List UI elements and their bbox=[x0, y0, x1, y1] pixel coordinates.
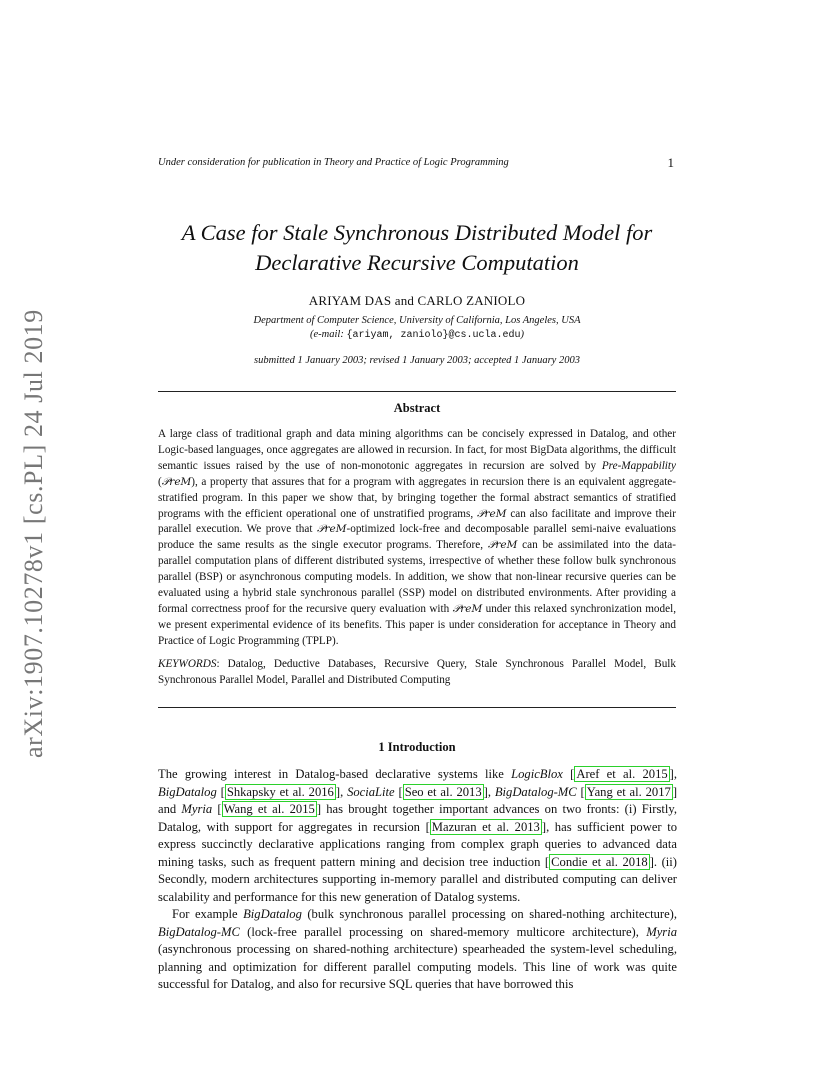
abstract-text: A large class of traditional graph and data mining algorithms can be concisely expressed in Datalog, and other Logic-based languages, once aggregates are allowed in recursion. In fact, for most BigData algorithms, the difficult semantic issues raised by the use of non-monotonic aggregates in recursion are solved by Pre-Mappability (𝒫reM), a property that assures that for a program with aggregates in recursion there is an equivalent aggregate-stratified program. In this paper we show that, by bringing together the formal abstract semantics of stratified programs with the efficient operational one of unstratified programs, 𝒫reM can also facilitate and improve their parallel execution. We prove that 𝒫reM-optimized lock-free and decomposable parallel semi-naive evaluations produce the same results as the single executor programs. Therefore, 𝒫reM can be assimilated into the data-parallel computation plans of different distributed systems, irrespective of whether these follow bulk synchronous parallel (BSP) or asynchronous computing models. In addition, we show that non-linear recursive queries can be evaluated using a hybrid stale synchronous parallel (SSP) model on distributed environments. After providing a formal correctness proof for the recursive query evaluation with 𝒫reM under this relaxed synchronization model, we present experimental evidence of its benefits. This paper is under consideration for acceptance in Theory and Practice of Logic Programming (TPLP). bbox=[158, 428, 677, 647]
arxiv-identifier-text: arXiv:1907.10278v1 [cs.PL] 24 Jul 2019 bbox=[19, 309, 48, 758]
paragraph-1: The growing interest in Datalog-based declarative systems like LogicBlox [ Aref et al. 2015 ], BigDatalog [ Shkapsky et al. 2016 ], SociaLite [ Seo et al. 2013 ], BigDatalog-MC [ Yang et al. 2017 ] and Myria [ Wang et al. 2015 ] has brought together important advances on two fronts: (i) Firstly, Datalog, with support for aggregates in recursion [ Mazuran et al. 2013 ], has sufficient power to express succinctly declarative applications ranging from complex graph queries to advanced data mining tasks, such as frequent pattern mining and decision tree induction [ Condie et al. 2018 ]. (ii) Secondly, modern architectures supporting in-memory parallel and distributed computing can deliver scalability and performance for this new generation of Datalog systems. bbox=[158, 767, 678, 904]
citation-link[interactable]: Yang et al. 2017 bbox=[586, 784, 671, 799]
submission-dates: submitted 1 January 2003; revised 1 January 2003; accepted 1 January 2003 bbox=[254, 355, 580, 366]
email-line: (e-mail: {ariyam, zaniolo}@cs.ucla.edu) bbox=[310, 329, 524, 341]
prem-symbol: 𝒫reM bbox=[452, 602, 483, 615]
keywords-text: : Datalog, Deductive Databases, Recursive Query, Stale Synchronous Parallel Model, Bulk Synchronous Parallel Model, Parallel and Distributed Computing bbox=[158, 658, 676, 686]
email-address[interactable]: {ariyam, zaniolo}@cs.ucla.edu bbox=[346, 330, 521, 341]
citation-link[interactable]: Condie et al. 2018 bbox=[551, 854, 648, 869]
affiliation-block bbox=[158, 314, 676, 343]
prem-symbol: 𝒫reM bbox=[161, 475, 192, 488]
citation-link[interactable]: Shkapsky et al. 2016 bbox=[226, 784, 334, 799]
abstract-heading: Abstract bbox=[393, 401, 441, 415]
running-head bbox=[158, 157, 676, 173]
title-line-1: A Case for Stale Synchronous Distributed Model for bbox=[181, 220, 653, 245]
introduction-body bbox=[158, 766, 677, 994]
bottom-rule bbox=[158, 707, 676, 708]
keywords-label: KEYWORDS bbox=[158, 658, 217, 670]
prem-term: Pre-Mappability bbox=[601, 459, 676, 472]
author-list: ARIYAM DAS and CARLO ZANIOLO bbox=[308, 293, 526, 308]
arxiv-identifier-stamp bbox=[19, 300, 55, 760]
prem-symbol: 𝒫reM bbox=[476, 507, 507, 520]
running-head-text: Under consideration for publication in Theory and Practice of Logic Programming bbox=[158, 157, 509, 168]
affiliation: Department of Computer Science, University of California, Los Angeles, USA bbox=[253, 315, 581, 326]
keywords bbox=[158, 657, 676, 689]
citation-link[interactable]: Wang et al. 2015 bbox=[223, 802, 315, 816]
section-heading-introduction: 1 Introduction bbox=[378, 740, 456, 754]
prem-symbol: 𝒫reM bbox=[487, 539, 518, 552]
citation-link[interactable]: Seo et al. 2013 bbox=[404, 784, 482, 799]
page-number: 1 bbox=[667, 155, 674, 170]
paragraph-2: For example BigDatalog (bulk synchronous parallel processing on shared-nothing architecture), BigDatalog-MC (lock-free parallel processing on shared-memory multicore architecture), Myria (asynchronous processing on shared-nothing architecture) spearheaded the system-level scheduling, planning and optimization for different parallel computing models. This line of work was quite successful for Datalog, and also for recursive SQL queries that have borrowed this bbox=[158, 907, 677, 991]
top-rule bbox=[158, 391, 676, 392]
prem-symbol: 𝒫reM bbox=[316, 523, 347, 536]
paper-title bbox=[158, 218, 676, 278]
title-line-2: Declarative Recursive Computation bbox=[255, 250, 579, 275]
citation-link[interactable]: Aref et al. 2015 bbox=[576, 767, 668, 781]
citation-link[interactable]: Mazuran et al. 2013 bbox=[431, 819, 540, 834]
